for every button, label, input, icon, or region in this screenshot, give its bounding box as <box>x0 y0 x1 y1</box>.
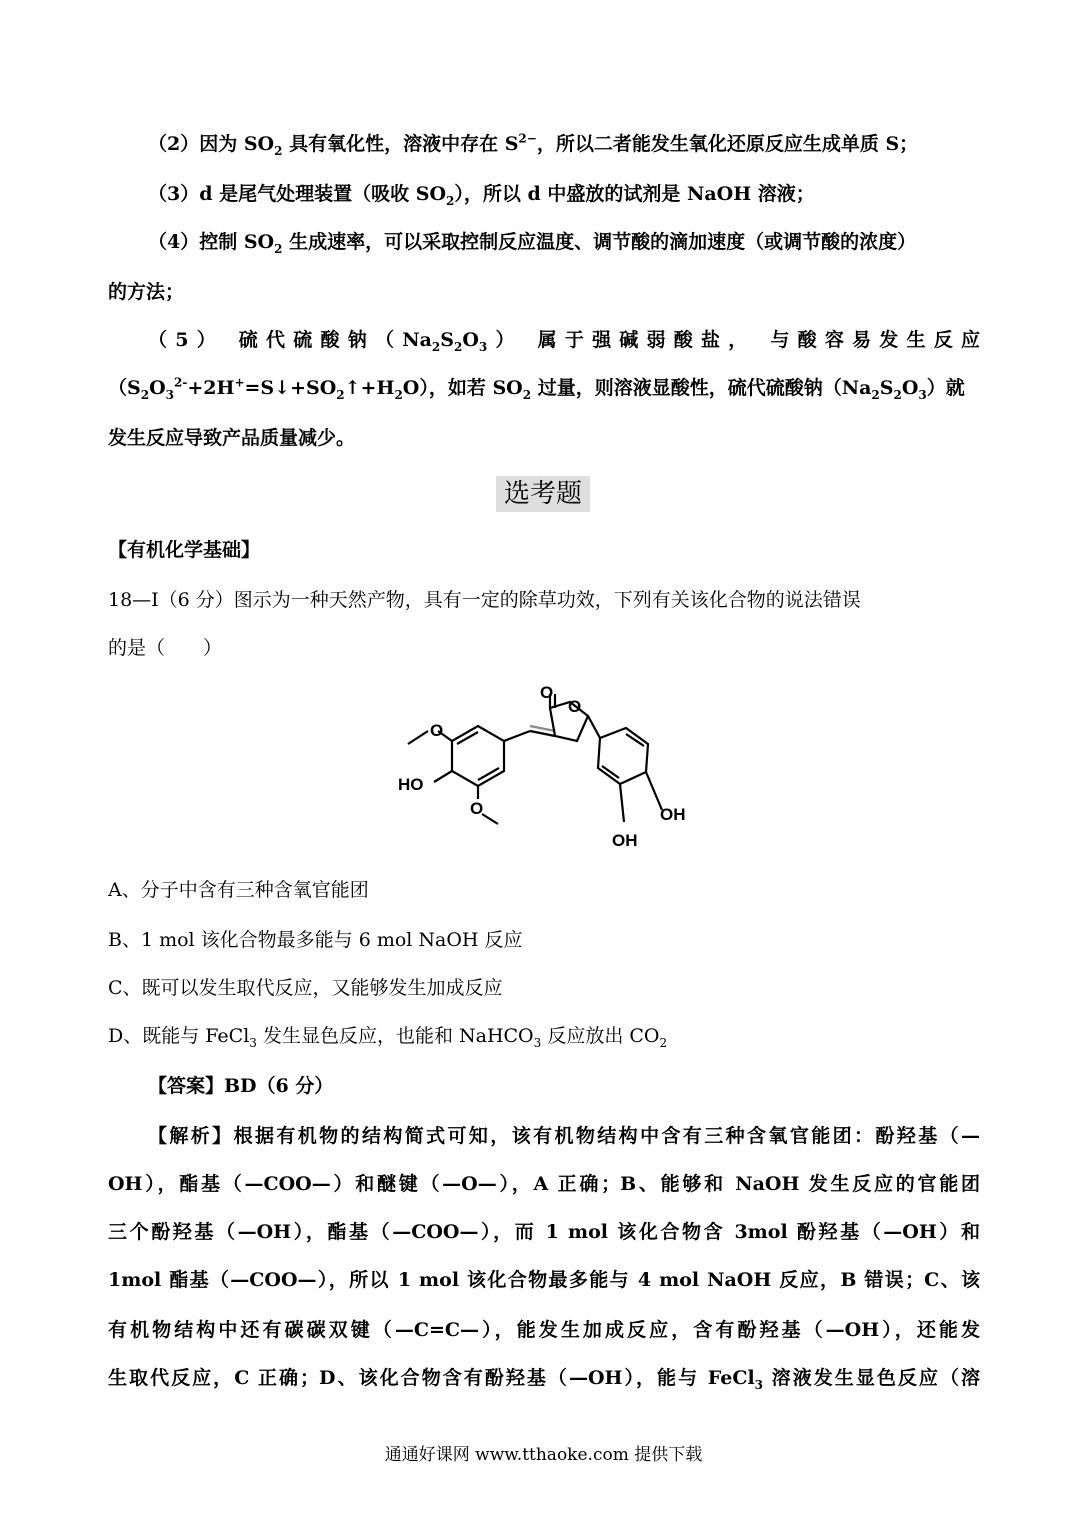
option-b: B、1 mol 该化合物最多能与 6 mol NaOH 反应 <box>108 929 523 951</box>
ring-o-label: O <box>568 697 582 716</box>
oh-bottom-label: OH <box>612 831 638 850</box>
ho-left-label: HO <box>398 775 424 794</box>
option-c: C、既可以发生取代反应，又能够发生加成反应 <box>108 977 503 999</box>
subsection-heading: 【有机化学基础】 <box>108 539 261 561</box>
answer-line-4a: （4）控制 $SO_2$ 生成速率，可以采取控制反应温度、调节酸的滴加速度（或调节酸的浓度） <box>148 231 917 256</box>
section-title: 选考题 <box>496 476 590 512</box>
molecule-structure <box>390 686 700 856</box>
right-benzene-ring <box>598 728 648 784</box>
option-a: A、分子中含有三种含氧官能团 <box>108 879 369 901</box>
answer-key: 【答案】BD（6 分） <box>148 1075 334 1097</box>
analysis-line-2: OH），酯基（—COO—）和醚键（—O—），A 正确；B、能够和 NaOH 发生反应的官能团 <box>108 1173 980 1195</box>
analysis-line-3: 三个酚羟基（—OH），酯基（—COO—），而 1 mol 该化合物含 3mol 酚羟基（—OH）和 <box>108 1221 980 1243</box>
answer-line-5c: 发生反应导致产品质量减少。 <box>108 427 356 449</box>
page-footer: 通通好课网 www.tthaoke.com 提供下载 <box>384 1445 703 1465</box>
analysis-line-5: 有机物结构中还有碳碳双键（—C=C—），能发生加成反应，含有酚羟基（—OH），还能发 <box>108 1319 980 1341</box>
question-line-2: 的是（ ） <box>108 637 223 659</box>
question-line-1: 18—Ⅰ（6 分）图示为一种天然产物，具有一定的除草功效，下列有关该化合物的说法错误 <box>108 589 861 611</box>
answer-line-5b: $(S_2O_3^{2-}+2H^+=S↓+SO_2↑+H_2O)$，如若 $SO_2$ 过量，则溶液显酸性，硫代硫酸钠$(Na_2S_2O_3)$就 <box>108 375 965 402</box>
svg-text:O: O <box>430 721 444 740</box>
option-d: D、既能与 FeCl$_3$ 发生显色反应，也能和 NaHCO$_3$ 反应放出 $CO_2$ <box>108 1025 668 1050</box>
carbonyl-o-label: O <box>540 686 554 702</box>
analysis-line-4: 1mol 酯基（—COO—），所以 1 mol 该化合物最多能与 4 mol NaOH 反应，B 错误；C、该 <box>108 1269 980 1291</box>
answer-line-4b: 的方法； <box>108 281 185 303</box>
answer-line-5a: （5） 硫代硫酸钠$(Na_2S_2O_3)$ 属于强碱弱酸盐， 与酸容易发生反应 <box>148 329 981 354</box>
answer-line-3: （3）d 是尾气处理装置（吸收 $SO_2$），所以 d 中盛放的试剂是 NaOH 溶液； <box>148 183 815 208</box>
analysis-line-6: 生取代反应，C 正确；D、该化合物含有酚羟基（—OH），能与 FeCl$_3$ 溶液发生显色反应（溶 <box>108 1367 980 1392</box>
answer-line-2: （2）因为 $SO_2$ 具有氧化性，溶液中存在 $S^{2-}$，所以二者能发生氧化还原反应生成单质 S； <box>148 131 919 158</box>
analysis-line-1: 【解析】根据有机物的结构简式可知，该有机物结构中含有三种含氧官能团：酚羟基（— <box>148 1125 980 1147</box>
svg-text:O: O <box>470 799 484 818</box>
oh-right-label: OH <box>660 805 686 824</box>
left-benzene-ring <box>452 726 504 786</box>
